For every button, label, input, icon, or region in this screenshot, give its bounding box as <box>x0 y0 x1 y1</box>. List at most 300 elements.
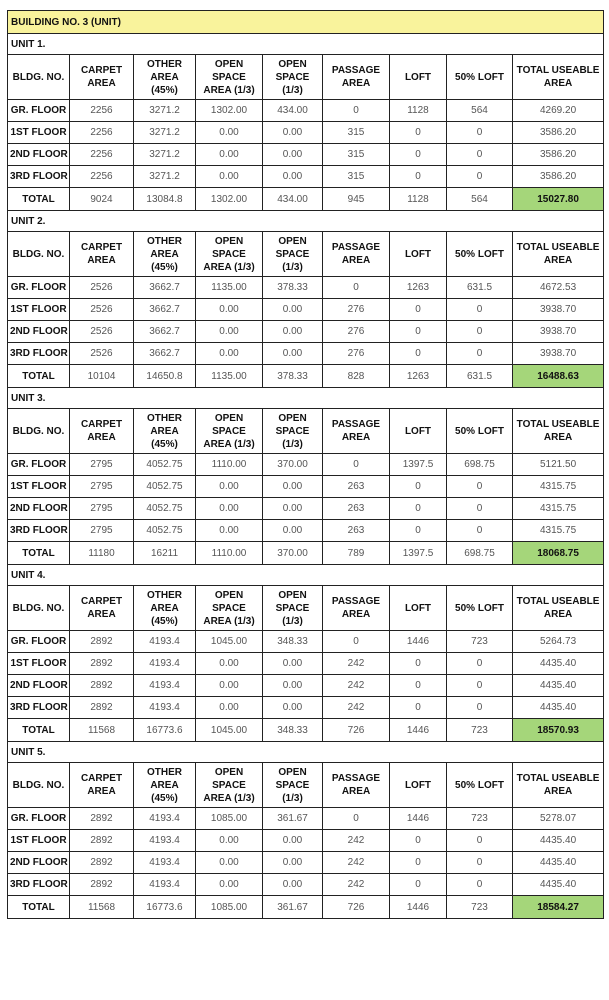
unit-title-row <box>8 34 604 55</box>
column-header-open-space-area: OPEN SPACE AREA (1/3) <box>196 409 263 454</box>
cell-open-space-area: 0.00 <box>196 653 263 675</box>
cell-passage-area: 276 <box>323 321 390 343</box>
total-other-area: 16773.6 <box>134 896 196 919</box>
total-row <box>8 719 604 742</box>
column-header-open-space-area: OPEN SPACE AREA (1/3) <box>196 232 263 277</box>
building-area-sheet <box>7 10 603 919</box>
table-row <box>8 343 604 365</box>
cell-floor: 2ND FLOOR <box>8 144 70 166</box>
cell-half-loft: 0 <box>447 697 513 719</box>
cell-open-space-area: 1045.00 <box>196 631 263 653</box>
cell-loft: 0 <box>390 299 447 321</box>
total-other-area: 16211 <box>134 542 196 565</box>
cell-total-useable-area: 4269.20 <box>513 100 604 122</box>
table-row <box>8 498 604 520</box>
total-half-loft: 564 <box>447 188 513 211</box>
cell-total-useable-area: 3586.20 <box>513 144 604 166</box>
cell-loft: 0 <box>390 166 447 188</box>
column-header-open-space: OPEN SPACE (1/3) <box>263 409 323 454</box>
cell-open-space: 0.00 <box>263 675 323 697</box>
total-open-space: 378.33 <box>263 365 323 388</box>
total-half-loft: 723 <box>447 896 513 919</box>
cell-carpet-area: 2795 <box>70 476 134 498</box>
cell-half-loft: 0 <box>447 675 513 697</box>
total-other-area: 13084.8 <box>134 188 196 211</box>
cell-open-space-area: 0.00 <box>196 830 263 852</box>
column-header-floor: BLDG. NO. <box>8 409 70 454</box>
cell-half-loft: 631.5 <box>447 277 513 299</box>
cell-open-space: 0.00 <box>263 321 323 343</box>
total-passage-area: 945 <box>323 188 390 211</box>
total-floor: TOTAL <box>8 542 70 565</box>
table-row <box>8 166 604 188</box>
cell-floor: 3RD FLOOR <box>8 520 70 542</box>
cell-floor: 3RD FLOOR <box>8 166 70 188</box>
cell-floor: GR. FLOOR <box>8 631 70 653</box>
cell-open-space-area: 0.00 <box>196 874 263 896</box>
sheet-title: BUILDING NO. 3 (UNIT) <box>8 11 604 34</box>
column-header-carpet-area: CARPET AREA <box>70 55 134 100</box>
total-passage-area: 726 <box>323 896 390 919</box>
cell-half-loft: 0 <box>447 476 513 498</box>
cell-other-area: 3271.2 <box>134 100 196 122</box>
total-loft: 1446 <box>390 896 447 919</box>
cell-total-useable-area: 4315.75 <box>513 498 604 520</box>
column-header-floor: BLDG. NO. <box>8 763 70 808</box>
unit-title: UNIT 2. <box>8 211 604 232</box>
cell-floor: 1ST FLOOR <box>8 476 70 498</box>
cell-open-space-area: 0.00 <box>196 144 263 166</box>
column-header-half-loft: 50% LOFT <box>447 232 513 277</box>
sheet-title-row <box>8 11 604 34</box>
unit-title-row <box>8 211 604 232</box>
cell-total-useable-area: 4435.40 <box>513 852 604 874</box>
cell-carpet-area: 2526 <box>70 321 134 343</box>
cell-carpet-area: 2795 <box>70 520 134 542</box>
cell-carpet-area: 2892 <box>70 675 134 697</box>
cell-loft: 0 <box>390 520 447 542</box>
cell-loft: 1397.5 <box>390 454 447 476</box>
cell-other-area: 4193.4 <box>134 830 196 852</box>
total-open-space: 361.67 <box>263 896 323 919</box>
cell-total-useable-area: 4672.53 <box>513 277 604 299</box>
cell-half-loft: 698.75 <box>447 454 513 476</box>
cell-carpet-area: 2256 <box>70 100 134 122</box>
cell-floor: GR. FLOOR <box>8 100 70 122</box>
cell-other-area: 3662.7 <box>134 343 196 365</box>
column-header-half-loft: 50% LOFT <box>447 763 513 808</box>
cell-half-loft: 0 <box>447 321 513 343</box>
table-row <box>8 321 604 343</box>
cell-open-space-area: 0.00 <box>196 299 263 321</box>
total-open-space: 434.00 <box>263 188 323 211</box>
unit-title: UNIT 1. <box>8 34 604 55</box>
cell-passage-area: 242 <box>323 653 390 675</box>
cell-half-loft: 0 <box>447 498 513 520</box>
cell-open-space: 0.00 <box>263 498 323 520</box>
column-header-total-useable-area: TOTAL USEABLE AREA <box>513 55 604 100</box>
cell-total-useable-area: 3938.70 <box>513 321 604 343</box>
cell-passage-area: 315 <box>323 144 390 166</box>
cell-open-space-area: 0.00 <box>196 852 263 874</box>
cell-total-useable-area: 4435.40 <box>513 675 604 697</box>
grand-total-cell: 16488.63 <box>513 365 604 388</box>
cell-other-area: 3271.2 <box>134 144 196 166</box>
cell-passage-area: 0 <box>323 631 390 653</box>
cell-carpet-area: 2892 <box>70 852 134 874</box>
column-header-total-useable-area: TOTAL USEABLE AREA <box>513 232 604 277</box>
cell-loft: 0 <box>390 498 447 520</box>
cell-total-useable-area: 4435.40 <box>513 830 604 852</box>
table-row <box>8 675 604 697</box>
cell-floor: 3RD FLOOR <box>8 343 70 365</box>
cell-passage-area: 0 <box>323 277 390 299</box>
column-header-half-loft: 50% LOFT <box>447 55 513 100</box>
cell-passage-area: 242 <box>323 830 390 852</box>
total-other-area: 16773.6 <box>134 719 196 742</box>
cell-open-space-area: 0.00 <box>196 166 263 188</box>
cell-loft: 1446 <box>390 808 447 830</box>
grand-total-cell: 18068.75 <box>513 542 604 565</box>
column-header-other-area: OTHER AREA (45%) <box>134 55 196 100</box>
cell-open-space: 0.00 <box>263 122 323 144</box>
cell-other-area: 4052.75 <box>134 476 196 498</box>
table-row <box>8 476 604 498</box>
cell-carpet-area: 2256 <box>70 166 134 188</box>
total-floor: TOTAL <box>8 188 70 211</box>
cell-total-useable-area: 3586.20 <box>513 122 604 144</box>
cell-open-space: 378.33 <box>263 277 323 299</box>
cell-other-area: 4193.4 <box>134 653 196 675</box>
cell-loft: 1446 <box>390 631 447 653</box>
cell-floor: 1ST FLOOR <box>8 653 70 675</box>
column-header-loft: LOFT <box>390 409 447 454</box>
cell-open-space-area: 1085.00 <box>196 808 263 830</box>
cell-half-loft: 0 <box>447 520 513 542</box>
cell-other-area: 4052.75 <box>134 498 196 520</box>
cell-carpet-area: 2795 <box>70 454 134 476</box>
cell-passage-area: 276 <box>323 299 390 321</box>
column-header-loft: LOFT <box>390 232 447 277</box>
cell-passage-area: 0 <box>323 100 390 122</box>
cell-other-area: 3271.2 <box>134 122 196 144</box>
column-header-open-space: OPEN SPACE (1/3) <box>263 55 323 100</box>
cell-total-useable-area: 5278.07 <box>513 808 604 830</box>
total-carpet-area: 11568 <box>70 719 134 742</box>
cell-open-space: 348.33 <box>263 631 323 653</box>
total-open-space-area: 1302.00 <box>196 188 263 211</box>
cell-open-space-area: 0.00 <box>196 476 263 498</box>
unit-title-row <box>8 565 604 586</box>
cell-floor: 1ST FLOOR <box>8 122 70 144</box>
column-header-carpet-area: CARPET AREA <box>70 232 134 277</box>
cell-half-loft: 0 <box>447 122 513 144</box>
table-row <box>8 852 604 874</box>
cell-open-space: 0.00 <box>263 697 323 719</box>
cell-open-space: 0.00 <box>263 476 323 498</box>
cell-other-area: 3662.7 <box>134 299 196 321</box>
total-open-space-area: 1085.00 <box>196 896 263 919</box>
cell-loft: 0 <box>390 144 447 166</box>
cell-passage-area: 242 <box>323 874 390 896</box>
cell-carpet-area: 2526 <box>70 343 134 365</box>
cell-half-loft: 0 <box>447 299 513 321</box>
column-header-open-space: OPEN SPACE (1/3) <box>263 586 323 631</box>
column-header-passage-area: PASSAGE AREA <box>323 763 390 808</box>
table-row <box>8 697 604 719</box>
cell-open-space: 0.00 <box>263 299 323 321</box>
column-header-floor: BLDG. NO. <box>8 586 70 631</box>
cell-half-loft: 0 <box>447 830 513 852</box>
table-row <box>8 122 604 144</box>
cell-open-space: 0.00 <box>263 520 323 542</box>
cell-carpet-area: 2892 <box>70 697 134 719</box>
cell-loft: 1263 <box>390 277 447 299</box>
cell-carpet-area: 2892 <box>70 808 134 830</box>
table-row <box>8 808 604 830</box>
column-header-passage-area: PASSAGE AREA <box>323 586 390 631</box>
cell-passage-area: 263 <box>323 476 390 498</box>
cell-total-useable-area: 4435.40 <box>513 697 604 719</box>
cell-total-useable-area: 5121.50 <box>513 454 604 476</box>
column-header-passage-area: PASSAGE AREA <box>323 232 390 277</box>
cell-half-loft: 0 <box>447 874 513 896</box>
cell-passage-area: 242 <box>323 852 390 874</box>
cell-loft: 0 <box>390 343 447 365</box>
cell-other-area: 4193.4 <box>134 852 196 874</box>
total-other-area: 14650.8 <box>134 365 196 388</box>
cell-open-space: 0.00 <box>263 830 323 852</box>
total-open-space: 370.00 <box>263 542 323 565</box>
column-header-row <box>8 232 604 277</box>
table-row <box>8 277 604 299</box>
cell-open-space-area: 1135.00 <box>196 277 263 299</box>
total-carpet-area: 9024 <box>70 188 134 211</box>
cell-open-space-area: 0.00 <box>196 122 263 144</box>
cell-half-loft: 564 <box>447 100 513 122</box>
cell-floor: GR. FLOOR <box>8 277 70 299</box>
column-header-half-loft: 50% LOFT <box>447 586 513 631</box>
cell-passage-area: 263 <box>323 520 390 542</box>
total-carpet-area: 11568 <box>70 896 134 919</box>
cell-open-space: 434.00 <box>263 100 323 122</box>
total-row <box>8 542 604 565</box>
cell-half-loft: 0 <box>447 653 513 675</box>
table-row <box>8 653 604 675</box>
cell-open-space-area: 0.00 <box>196 675 263 697</box>
cell-floor: 3RD FLOOR <box>8 874 70 896</box>
cell-floor: 2ND FLOOR <box>8 852 70 874</box>
cell-other-area: 3271.2 <box>134 166 196 188</box>
column-header-row <box>8 55 604 100</box>
cell-open-space-area: 1302.00 <box>196 100 263 122</box>
cell-open-space: 0.00 <box>263 874 323 896</box>
column-header-other-area: OTHER AREA (45%) <box>134 409 196 454</box>
total-row <box>8 365 604 388</box>
cell-passage-area: 242 <box>323 697 390 719</box>
cell-floor: 1ST FLOOR <box>8 299 70 321</box>
cell-loft: 0 <box>390 653 447 675</box>
column-header-other-area: OTHER AREA (45%) <box>134 763 196 808</box>
cell-open-space: 370.00 <box>263 454 323 476</box>
table-row <box>8 520 604 542</box>
column-header-passage-area: PASSAGE AREA <box>323 409 390 454</box>
cell-passage-area: 315 <box>323 166 390 188</box>
grand-total-cell: 18570.93 <box>513 719 604 742</box>
cell-open-space: 0.00 <box>263 144 323 166</box>
cell-other-area: 4052.75 <box>134 520 196 542</box>
column-header-row <box>8 409 604 454</box>
total-open-space-area: 1045.00 <box>196 719 263 742</box>
total-row <box>8 188 604 211</box>
total-floor: TOTAL <box>8 365 70 388</box>
unit-title: UNIT 5. <box>8 742 604 763</box>
cell-open-space: 361.67 <box>263 808 323 830</box>
table-row <box>8 874 604 896</box>
cell-passage-area: 242 <box>323 675 390 697</box>
cell-half-loft: 0 <box>447 852 513 874</box>
total-floor: TOTAL <box>8 896 70 919</box>
unit-title-row <box>8 742 604 763</box>
cell-half-loft: 0 <box>447 144 513 166</box>
total-half-loft: 698.75 <box>447 542 513 565</box>
cell-floor: 2ND FLOOR <box>8 321 70 343</box>
cell-loft: 0 <box>390 852 447 874</box>
cell-floor: 2ND FLOOR <box>8 675 70 697</box>
cell-total-useable-area: 4315.75 <box>513 520 604 542</box>
total-loft: 1263 <box>390 365 447 388</box>
cell-passage-area: 0 <box>323 808 390 830</box>
cell-open-space: 0.00 <box>263 166 323 188</box>
table-row <box>8 144 604 166</box>
cell-loft: 0 <box>390 321 447 343</box>
grand-total-cell: 18584.27 <box>513 896 604 919</box>
cell-total-useable-area: 5264.73 <box>513 631 604 653</box>
total-floor: TOTAL <box>8 719 70 742</box>
cell-passage-area: 0 <box>323 454 390 476</box>
column-header-floor: BLDG. NO. <box>8 232 70 277</box>
cell-total-useable-area: 4435.40 <box>513 874 604 896</box>
cell-floor: 3RD FLOOR <box>8 697 70 719</box>
total-passage-area: 828 <box>323 365 390 388</box>
column-header-row <box>8 763 604 808</box>
cell-half-loft: 0 <box>447 343 513 365</box>
cell-loft: 0 <box>390 476 447 498</box>
column-header-total-useable-area: TOTAL USEABLE AREA <box>513 409 604 454</box>
cell-half-loft: 723 <box>447 808 513 830</box>
cell-carpet-area: 2526 <box>70 299 134 321</box>
column-header-carpet-area: CARPET AREA <box>70 409 134 454</box>
unit-title: UNIT 3. <box>8 388 604 409</box>
cell-loft: 0 <box>390 122 447 144</box>
total-open-space-area: 1110.00 <box>196 542 263 565</box>
column-header-loft: LOFT <box>390 763 447 808</box>
table-row <box>8 631 604 653</box>
cell-open-space-area: 1110.00 <box>196 454 263 476</box>
total-loft: 1397.5 <box>390 542 447 565</box>
cell-passage-area: 315 <box>323 122 390 144</box>
column-header-loft: LOFT <box>390 586 447 631</box>
total-carpet-area: 10104 <box>70 365 134 388</box>
cell-carpet-area: 2892 <box>70 830 134 852</box>
cell-loft: 0 <box>390 874 447 896</box>
cell-open-space: 0.00 <box>263 852 323 874</box>
cell-carpet-area: 2795 <box>70 498 134 520</box>
cell-other-area: 4193.4 <box>134 808 196 830</box>
cell-open-space-area: 0.00 <box>196 520 263 542</box>
cell-total-useable-area: 4435.40 <box>513 653 604 675</box>
cell-other-area: 3662.7 <box>134 277 196 299</box>
total-loft: 1446 <box>390 719 447 742</box>
column-header-open-space: OPEN SPACE (1/3) <box>263 232 323 277</box>
column-header-open-space: OPEN SPACE (1/3) <box>263 763 323 808</box>
cell-other-area: 4193.4 <box>134 631 196 653</box>
cell-open-space: 0.00 <box>263 343 323 365</box>
total-passage-area: 789 <box>323 542 390 565</box>
total-carpet-area: 11180 <box>70 542 134 565</box>
cell-floor: GR. FLOOR <box>8 808 70 830</box>
cell-carpet-area: 2526 <box>70 277 134 299</box>
column-header-row <box>8 586 604 631</box>
cell-total-useable-area: 3938.70 <box>513 299 604 321</box>
cell-open-space-area: 0.00 <box>196 697 263 719</box>
cell-passage-area: 276 <box>323 343 390 365</box>
cell-half-loft: 723 <box>447 631 513 653</box>
cell-other-area: 4193.4 <box>134 697 196 719</box>
column-header-total-useable-area: TOTAL USEABLE AREA <box>513 763 604 808</box>
total-open-space: 348.33 <box>263 719 323 742</box>
area-table <box>7 10 604 919</box>
total-loft: 1128 <box>390 188 447 211</box>
column-header-open-space-area: OPEN SPACE AREA (1/3) <box>196 763 263 808</box>
total-half-loft: 631.5 <box>447 365 513 388</box>
column-header-floor: BLDG. NO. <box>8 55 70 100</box>
column-header-open-space-area: OPEN SPACE AREA (1/3) <box>196 55 263 100</box>
column-header-total-useable-area: TOTAL USEABLE AREA <box>513 586 604 631</box>
cell-loft: 0 <box>390 830 447 852</box>
table-row <box>8 454 604 476</box>
cell-carpet-area: 2256 <box>70 144 134 166</box>
cell-floor: 2ND FLOOR <box>8 498 70 520</box>
total-open-space-area: 1135.00 <box>196 365 263 388</box>
cell-other-area: 4193.4 <box>134 874 196 896</box>
cell-carpet-area: 2892 <box>70 653 134 675</box>
cell-other-area: 4193.4 <box>134 675 196 697</box>
cell-total-useable-area: 4315.75 <box>513 476 604 498</box>
cell-loft: 1128 <box>390 100 447 122</box>
grand-total-cell: 15027.80 <box>513 188 604 211</box>
cell-floor: 1ST FLOOR <box>8 830 70 852</box>
unit-title: UNIT 4. <box>8 565 604 586</box>
cell-carpet-area: 2892 <box>70 874 134 896</box>
cell-total-useable-area: 3586.20 <box>513 166 604 188</box>
cell-other-area: 3662.7 <box>134 321 196 343</box>
cell-carpet-area: 2256 <box>70 122 134 144</box>
cell-half-loft: 0 <box>447 166 513 188</box>
total-half-loft: 723 <box>447 719 513 742</box>
column-header-open-space-area: OPEN SPACE AREA (1/3) <box>196 586 263 631</box>
column-header-carpet-area: CARPET AREA <box>70 586 134 631</box>
cell-open-space: 0.00 <box>263 653 323 675</box>
total-row <box>8 896 604 919</box>
unit-title-row <box>8 388 604 409</box>
column-header-other-area: OTHER AREA (45%) <box>134 586 196 631</box>
table-row <box>8 100 604 122</box>
cell-open-space-area: 0.00 <box>196 498 263 520</box>
cell-loft: 0 <box>390 675 447 697</box>
column-header-other-area: OTHER AREA (45%) <box>134 232 196 277</box>
cell-total-useable-area: 3938.70 <box>513 343 604 365</box>
